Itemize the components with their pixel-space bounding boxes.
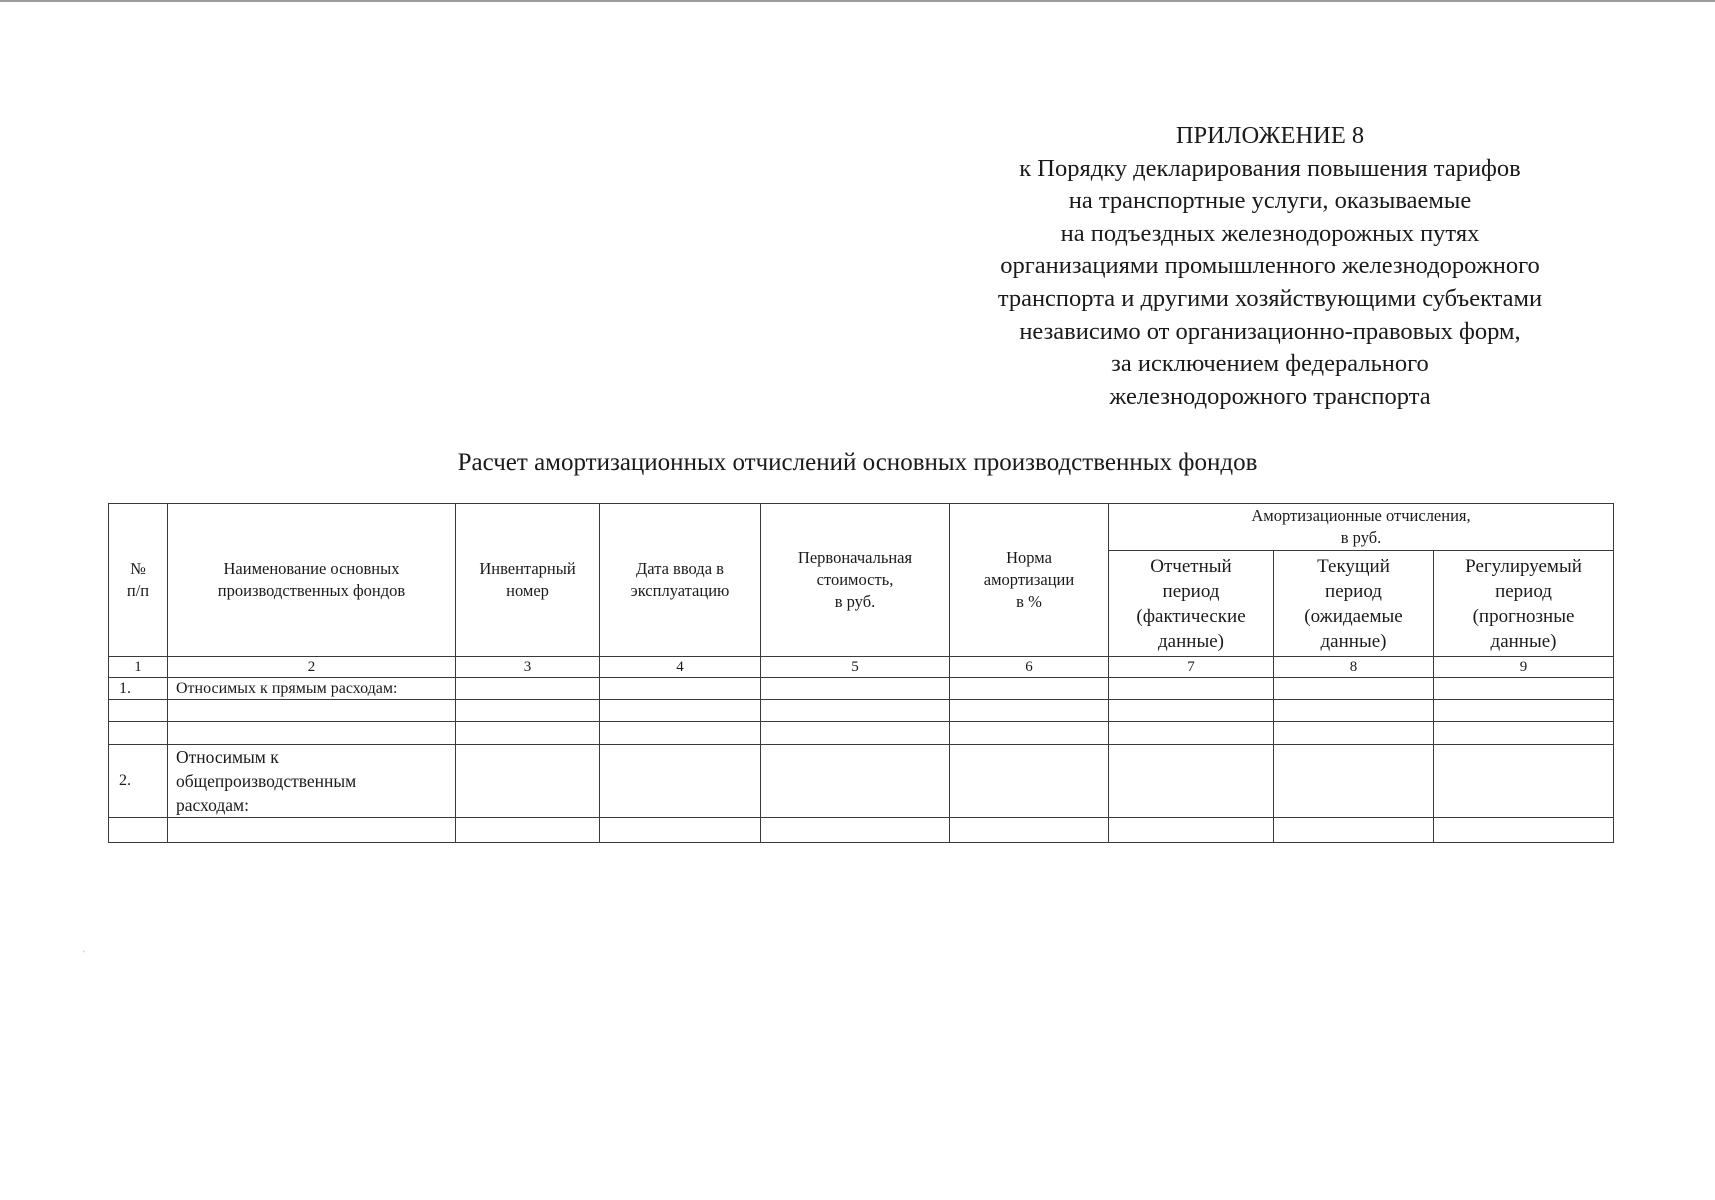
header-cost: Первоначальная стоимость, в руб. xyxy=(761,504,950,657)
appendix-line: на транспортные услуги, оказываемые xyxy=(1068,187,1472,215)
table-cell xyxy=(950,700,1109,722)
table-cell xyxy=(600,722,761,745)
header-name: Наименование основных производственных фондов xyxy=(168,504,456,657)
appendix-header xyxy=(930,120,1610,413)
column-number: 4 xyxy=(600,657,761,678)
document-title: Расчет амортизационных отчислений основных производственных фондов xyxy=(457,449,1258,476)
table-cell xyxy=(168,700,456,722)
column-number: 3 xyxy=(456,657,600,678)
table-cell xyxy=(1434,678,1614,700)
column-number: 2 xyxy=(168,657,456,678)
header-regulated-period: Регулируемый период (прогнозные данные) xyxy=(1434,551,1614,657)
table-cell xyxy=(456,700,600,722)
table-cell xyxy=(600,745,761,818)
scan-speck: ` xyxy=(82,948,86,962)
table-cell xyxy=(1434,700,1614,722)
table-cell xyxy=(1109,818,1274,843)
appendix-line: железнодорожного транспорта xyxy=(1109,382,1431,410)
table-cell xyxy=(950,745,1109,818)
appendix-line: независимо от организационно-правовых форм, xyxy=(1019,317,1521,345)
table-cell xyxy=(761,678,950,700)
table-row-section-2 xyxy=(109,745,1614,818)
appendix-line: организациями промышленного железнодорожного xyxy=(1000,252,1540,280)
column-number-row xyxy=(109,657,1614,678)
header-date: Дата ввода в эксплуатацию xyxy=(600,504,761,657)
table-cell xyxy=(456,678,600,700)
table-cell xyxy=(600,818,761,843)
table-cell xyxy=(109,818,168,843)
column-number: 9 xyxy=(1434,657,1614,678)
table-cell xyxy=(1274,722,1434,745)
table-cell xyxy=(1109,722,1274,745)
section-number: 1. xyxy=(109,678,168,700)
appendix-line: транспорта и другими хозяйствующими субъектами xyxy=(997,284,1543,312)
table-cell xyxy=(1109,745,1274,818)
appendix-line: за исключением федерального xyxy=(1111,350,1429,378)
table-row-empty xyxy=(109,722,1614,745)
page-top-rule xyxy=(0,0,1715,2)
column-number: 1 xyxy=(109,657,168,678)
appendix-line: на подъездных железнодорожных путях xyxy=(1060,219,1480,247)
header-current-period: Текущий период (ожидаемые данные) xyxy=(1274,551,1434,657)
appendix-line: к Порядку декларирования повышения тарифов xyxy=(1019,154,1521,182)
table-cell xyxy=(168,818,456,843)
depreciation-table xyxy=(108,503,1614,843)
table-cell xyxy=(456,722,600,745)
header-no: № п/п xyxy=(109,504,168,657)
table-cell xyxy=(109,700,168,722)
section-number: 2. xyxy=(109,745,168,818)
table-cell xyxy=(1434,818,1614,843)
header-inventory: Инвентарный номер xyxy=(456,504,600,657)
table-cell xyxy=(1109,700,1274,722)
header-norm: Норма амортизации в % xyxy=(950,504,1109,657)
table-cell xyxy=(109,722,168,745)
table-row-empty xyxy=(109,700,1614,722)
appendix-title: ПРИЛОЖЕНИЕ 8 xyxy=(1175,122,1365,149)
table-cell xyxy=(1274,700,1434,722)
table-cell xyxy=(761,700,950,722)
table-row-empty xyxy=(109,818,1614,843)
section-label: Относимых к прямым расходам: xyxy=(168,678,456,700)
table-cell xyxy=(761,722,950,745)
header-reporting-period: Отчетный период (фактические данные) xyxy=(1109,551,1274,657)
table-cell xyxy=(950,678,1109,700)
table-cell xyxy=(1274,745,1434,818)
table-cell xyxy=(761,745,950,818)
table-cell xyxy=(950,818,1109,843)
table-cell xyxy=(456,818,600,843)
column-number: 5 xyxy=(761,657,950,678)
table-cell xyxy=(950,722,1109,745)
table-cell xyxy=(761,818,950,843)
table-cell xyxy=(168,722,456,745)
table-cell xyxy=(600,678,761,700)
header-depreciation-group: Амортизационные отчисления, в руб. xyxy=(1109,504,1614,551)
column-number: 6 xyxy=(950,657,1109,678)
table-cell xyxy=(1434,722,1614,745)
table-cell xyxy=(1434,745,1614,818)
column-number: 8 xyxy=(1274,657,1434,678)
table-cell xyxy=(1274,818,1434,843)
table-cell xyxy=(1109,678,1274,700)
section-label: Относимым к общепроизводственным расходам: xyxy=(168,745,456,818)
header-row-top xyxy=(109,504,1614,551)
column-number: 7 xyxy=(1109,657,1274,678)
table-cell xyxy=(1274,678,1434,700)
table-cell xyxy=(600,700,761,722)
table-cell xyxy=(456,745,600,818)
table-row-section-1 xyxy=(109,678,1614,700)
